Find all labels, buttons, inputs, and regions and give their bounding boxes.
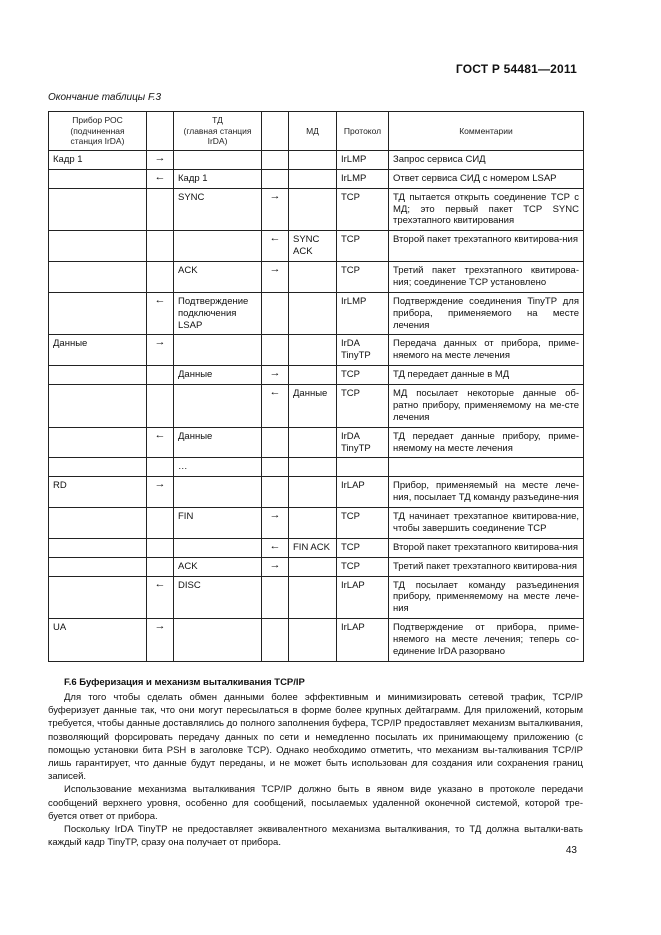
cell-md <box>289 335 337 366</box>
cell-poc-device: Данные <box>49 335 147 366</box>
table-row <box>49 169 584 188</box>
section-title: F.6 Буферизация и механизм выталкивания TCP/IP <box>64 677 305 688</box>
cell-arrow-2: → <box>262 557 289 576</box>
cell-arrow-2: ← <box>262 538 289 557</box>
page-number: 43 <box>565 845 577 856</box>
cell-comment: МД посылает некоторые данные об-ратно прибору, применяемому на ме-сте лечения <box>389 385 584 428</box>
cell-comment: Прибор, применяемый на месте лече-ния, посылает ТД команду разъедине-ния <box>389 477 584 508</box>
cell-md <box>289 576 337 619</box>
cell-td <box>174 538 262 557</box>
cell-comment: ТД начинает трехэтапное квитирова-ние, чтобы завершить соединение TCP <box>389 508 584 539</box>
cell-comment: Второй пакет трехэтапного квитирова-ния <box>389 538 584 557</box>
cell-arrow-1 <box>147 188 174 231</box>
cell-td: Данные <box>174 427 262 458</box>
cell-arrow-1 <box>147 366 174 385</box>
cell-protocol: IrLMP <box>337 150 389 169</box>
cell-poc-device <box>49 427 147 458</box>
header-comments: Комментарии <box>389 112 584 151</box>
cell-protocol: TCP <box>337 231 389 262</box>
cell-td: ACK <box>174 262 262 293</box>
cell-poc-device <box>49 557 147 576</box>
cell-comment: ТД посылает команду разъединения прибору, применяемому на месте лече-ния <box>389 576 584 619</box>
cell-td <box>174 150 262 169</box>
message-flow-table <box>48 111 584 662</box>
header-poc-device: Прибор РОС (подчиненная станция IrDA) <box>49 112 147 151</box>
cell-arrow-1: ← <box>147 427 174 458</box>
cell-td: Данные <box>174 366 262 385</box>
cell-comment: Подтверждение от прибора, приме-няемого на месте лечения; теперь со-единение IrDA разорвано <box>389 619 584 662</box>
table-row <box>49 477 584 508</box>
cell-arrow-1: → <box>147 619 174 662</box>
cell-comment: Запрос сервиса СИД <box>389 150 584 169</box>
cell-arrow-2 <box>262 427 289 458</box>
cell-poc-device: Кадр 1 <box>49 150 147 169</box>
cell-comment: Передача данных от прибора, приме-няемого на месте лечения <box>389 335 584 366</box>
cell-td: DISC <box>174 576 262 619</box>
cell-arrow-2 <box>262 150 289 169</box>
cell-td <box>174 477 262 508</box>
cell-poc-device <box>49 292 147 335</box>
cell-arrow-2: → <box>262 188 289 231</box>
cell-td: Подтверждение подключения LSAP <box>174 292 262 335</box>
cell-md <box>289 557 337 576</box>
cell-protocol: TCP <box>337 538 389 557</box>
table-row <box>49 427 584 458</box>
cell-comment: ТД передает данные прибору, приме-няемому на месте лечения <box>389 427 584 458</box>
document-code: ГОСТ Р 54481—2011 <box>455 62 577 76</box>
cell-protocol: IrLMP <box>337 169 389 188</box>
cell-md <box>289 477 337 508</box>
cell-poc-device <box>49 538 147 557</box>
cell-comment: Подтверждение соединения TinyTP для прибора, применяемого на месте лечения <box>389 292 584 335</box>
cell-md <box>289 366 337 385</box>
cell-arrow-1 <box>147 262 174 293</box>
cell-arrow-2 <box>262 477 289 508</box>
cell-protocol: IrDA TinyTP <box>337 335 389 366</box>
header-arrow-2 <box>262 112 289 151</box>
cell-poc-device <box>49 262 147 293</box>
cell-poc-device <box>49 508 147 539</box>
cell-protocol: TCP <box>337 188 389 231</box>
cell-protocol: IrLAP <box>337 576 389 619</box>
cell-poc-device: UA <box>49 619 147 662</box>
cell-arrow-1: → <box>147 335 174 366</box>
cell-arrow-2: ← <box>262 231 289 262</box>
cell-td: SYNC <box>174 188 262 231</box>
cell-arrow-1 <box>147 538 174 557</box>
cell-protocol <box>337 458 389 477</box>
paragraph: Поскольку IrDA TinyTP не предоставляет эквивалентного механизма выталкивания, то ТД должна выталки-вать каждый кадр TinyTP, сразу она получает от прибора. <box>48 824 583 849</box>
table-row <box>49 385 584 428</box>
cell-arrow-1: ← <box>147 576 174 619</box>
cell-comment: Третий пакет трехэтапного квитирова-ния <box>389 557 584 576</box>
cell-arrow-1 <box>147 458 174 477</box>
cell-arrow-1: ← <box>147 292 174 335</box>
cell-protocol: IrLAP <box>337 619 389 662</box>
cell-comment: ТД передает данные в МД <box>389 366 584 385</box>
cell-poc-device <box>49 188 147 231</box>
cell-arrow-2: → <box>262 508 289 539</box>
cell-arrow-2: → <box>262 366 289 385</box>
header-md: МД <box>289 112 337 151</box>
cell-td: FIN <box>174 508 262 539</box>
cell-poc-device <box>49 231 147 262</box>
cell-arrow-2 <box>262 576 289 619</box>
table-row <box>49 188 584 231</box>
cell-comment: Ответ сервиса СИД с номером LSAP <box>389 169 584 188</box>
cell-md <box>289 292 337 335</box>
cell-arrow-2 <box>262 169 289 188</box>
cell-md <box>289 427 337 458</box>
table-row <box>49 508 584 539</box>
cell-comment <box>389 458 584 477</box>
table-row <box>49 262 584 293</box>
cell-md: FIN ACK <box>289 538 337 557</box>
paragraph: Для того чтобы сделать обмен данными более эффективным и минимизировать сетевой трафик, TCP/IP буферизует данные так, что они могут пересылаться в форме более крупных дейтаграмм. Для приложений, которым требуется, чтобы данные доставлялись до полного заполнения буфера, TCP/IP предоставляет механизм выталкивания, позволяющий форсировать передачу данных по сети и немедленно посылать их принимающему приложению (с помощью установки бита PSH в заголовке TCP). Однако необходимо отметить, что механизм вы-талкивания TCP/IP лишь гарантирует, что данные будут переданы, и не может быть использован для создания или сохранения границ записей. <box>48 692 583 783</box>
cell-md <box>289 508 337 539</box>
section-body <box>48 691 583 849</box>
cell-protocol: TCP <box>337 262 389 293</box>
header-protocol: Протокол <box>337 112 389 151</box>
cell-arrow-1 <box>147 557 174 576</box>
cell-td <box>174 231 262 262</box>
cell-poc-device <box>49 458 147 477</box>
table-row <box>49 292 584 335</box>
cell-arrow-2: ← <box>262 385 289 428</box>
cell-poc-device <box>49 169 147 188</box>
cell-td <box>174 335 262 366</box>
cell-md <box>289 262 337 293</box>
cell-md: SYNC ACK <box>289 231 337 262</box>
cell-td: … <box>174 458 262 477</box>
cell-comment: Третий пакет трехэтапного квитирова-ния; соединение TCP установлено <box>389 262 584 293</box>
table-row <box>49 335 584 366</box>
cell-td: Кадр 1 <box>174 169 262 188</box>
cell-arrow-2: → <box>262 262 289 293</box>
table-row <box>49 458 584 477</box>
table-body <box>49 150 584 661</box>
table-row <box>49 557 584 576</box>
cell-arrow-1: → <box>147 150 174 169</box>
cell-arrow-1: ← <box>147 169 174 188</box>
header-td: ТД (главная станция IrDA) <box>174 112 262 151</box>
table-row <box>49 366 584 385</box>
table-row <box>49 619 584 662</box>
cell-md <box>289 619 337 662</box>
cell-protocol: TCP <box>337 508 389 539</box>
cell-comment: ТД пытается открыть соединение TCP с МД; это первый пакет TCP SYNC трехэтапного квитирования <box>389 188 584 231</box>
cell-md <box>289 169 337 188</box>
cell-td <box>174 619 262 662</box>
cell-protocol: TCP <box>337 557 389 576</box>
cell-td <box>174 385 262 428</box>
cell-arrow-1: → <box>147 477 174 508</box>
cell-md <box>289 150 337 169</box>
table-header-row <box>49 112 584 151</box>
table-row <box>49 538 584 557</box>
cell-protocol: IrLMP <box>337 292 389 335</box>
table-row <box>49 231 584 262</box>
cell-comment: Второй пакет трехэтапного квитирова-ния <box>389 231 584 262</box>
cell-arrow-2 <box>262 292 289 335</box>
cell-poc-device: RD <box>49 477 147 508</box>
cell-protocol: IrLAP <box>337 477 389 508</box>
table-caption: Окончание таблицы F.3 <box>48 92 162 103</box>
cell-md <box>289 458 337 477</box>
cell-td: ACK <box>174 557 262 576</box>
paragraph: Использование механизма выталкивания TCP/IP должно быть в явном виде указано в протоколе передачи сообщений верхнего уровня, особенно для сообщений, посылаемых удаленной оконечной системой, которой тре-буется ответ от прибора. <box>48 784 583 822</box>
cell-poc-device <box>49 576 147 619</box>
table-row <box>49 150 584 169</box>
cell-md: Данные <box>289 385 337 428</box>
cell-arrow-1 <box>147 385 174 428</box>
cell-poc-device <box>49 366 147 385</box>
cell-arrow-2 <box>262 619 289 662</box>
cell-poc-device <box>49 385 147 428</box>
cell-protocol: TCP <box>337 366 389 385</box>
cell-arrow-1 <box>147 508 174 539</box>
cell-protocol: IrDA TinyTP <box>337 427 389 458</box>
cell-protocol: TCP <box>337 385 389 428</box>
table-row <box>49 576 584 619</box>
cell-arrow-1 <box>147 231 174 262</box>
cell-arrow-2 <box>262 458 289 477</box>
header-arrow-1 <box>147 112 174 151</box>
cell-md <box>289 188 337 231</box>
cell-arrow-2 <box>262 335 289 366</box>
